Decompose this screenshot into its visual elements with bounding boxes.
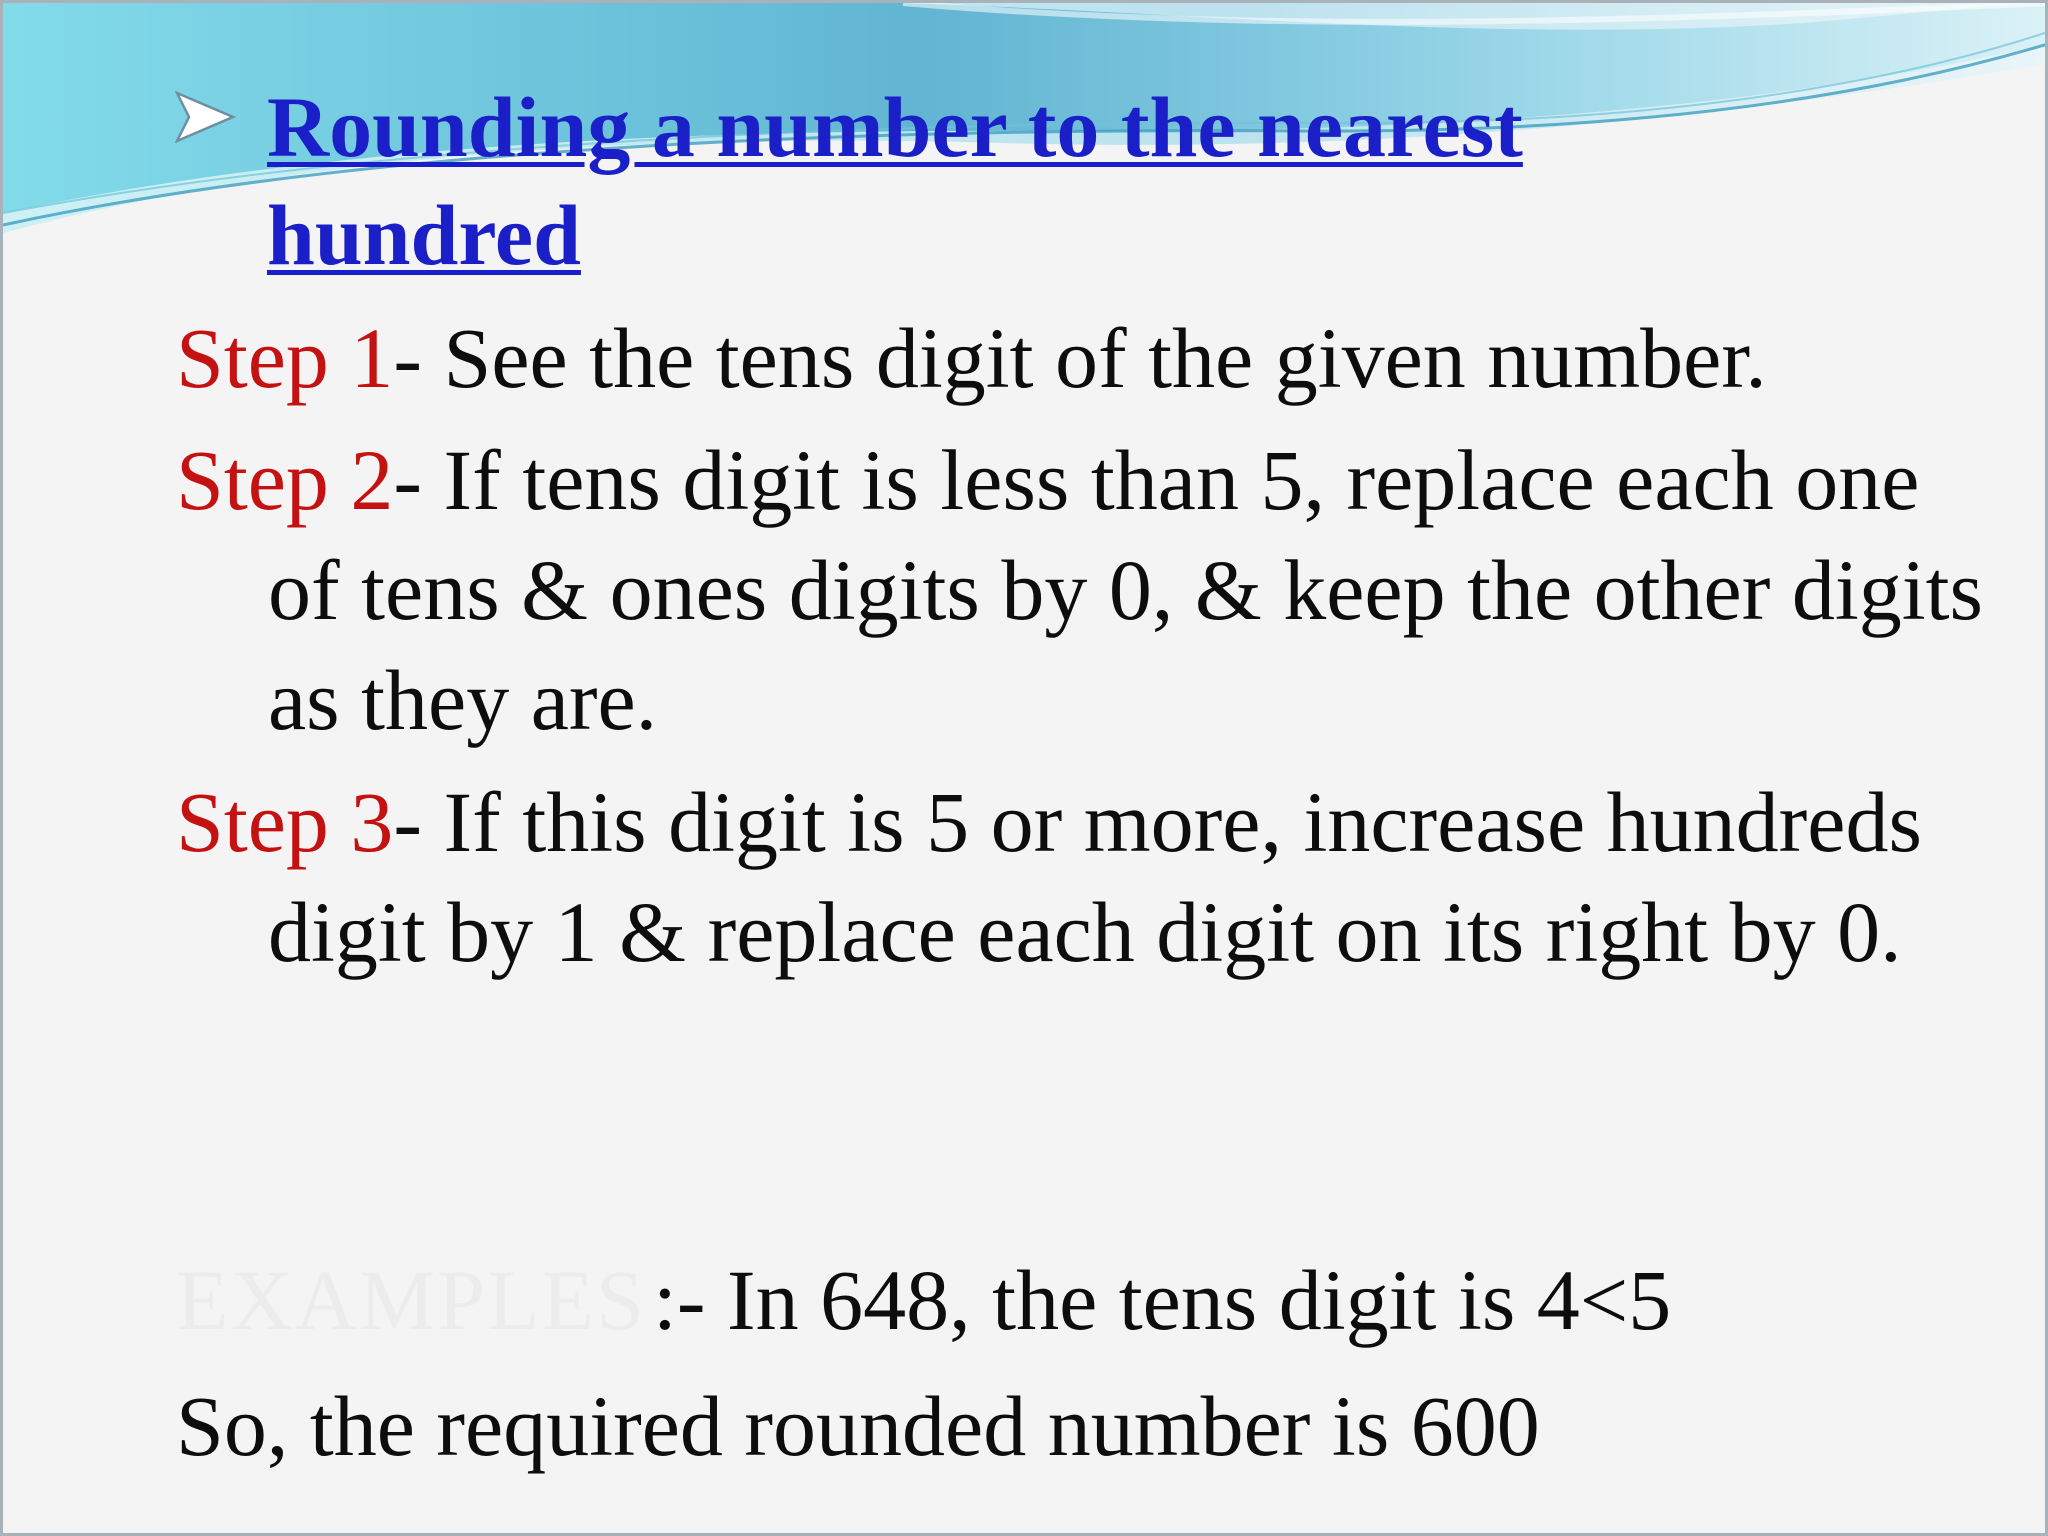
step-item (176, 767, 1996, 987)
step-item (176, 425, 1996, 755)
step-text: - If tens digit is less than 5, replace each one of tens & ones digits by 0, & keep the other digits as they are. (268, 432, 1984, 748)
step-label: Step 1 (176, 310, 394, 406)
step-text: - If this digit is 5 or more, increase hundreds digit by 1 & replace each digit on its right by 0. (268, 774, 1922, 980)
step-text: - See the tens digit of the given number. (393, 310, 1767, 406)
example-text: :- In 648, the tens digit is 4<5 (653, 1252, 1672, 1348)
arrow-outline-icon (175, 91, 237, 143)
step-label: Step 3 (176, 774, 394, 870)
step-item (176, 303, 1996, 413)
steps-list (176, 303, 1996, 999)
example-ghost-label: EXAMPLES (176, 1252, 646, 1348)
step-label: Step 2 (176, 432, 394, 528)
slide-title: Rounding a number to the nearest hundred (267, 79, 1523, 283)
example-result: So, the required rounded number is 600 (176, 1378, 1540, 1474)
